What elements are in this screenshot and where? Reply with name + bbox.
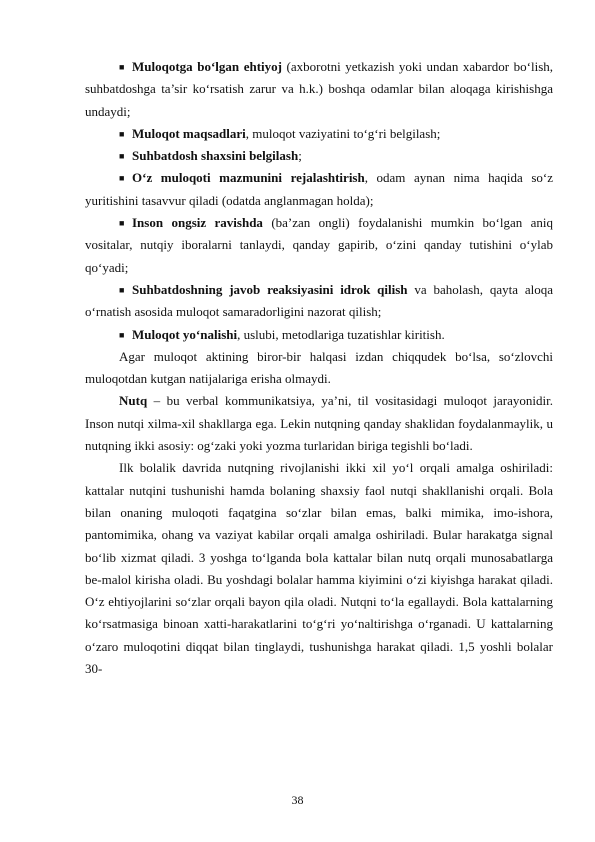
bullet-icon: ■: [119, 218, 125, 229]
list-item: [85, 56, 553, 123]
list-item-text: [85, 145, 553, 167]
list-item-term: O‘z muloqoti mazmunini rejalashtirish: [132, 170, 365, 186]
list-item-text: [85, 324, 553, 346]
bullet-icon: ■: [119, 284, 125, 295]
paragraph: Agar muloqot aktining biror-bir halqasi izdan chiqqudek bo‘lsa, so‘zlovchi muloqotdan kutgan natijalariga erisha olmaydi.: [85, 348, 553, 387]
page-number: 38: [291, 793, 304, 807]
list-item-term: Muloqot yo‘nalishi: [132, 326, 238, 342]
list-item: [85, 279, 553, 324]
list-item: [85, 145, 553, 167]
list-item: [85, 212, 553, 279]
list-item-text: [85, 279, 553, 324]
list-item: [85, 324, 553, 346]
list-item-text: [85, 123, 553, 145]
term-nutq: Nutq: [119, 393, 148, 409]
paragraph: [85, 390, 553, 457]
list-item-description: ;: [298, 148, 302, 164]
list-item-text: [85, 212, 553, 279]
document-body: [85, 56, 553, 680]
bullet-icon: ■: [119, 173, 125, 184]
bullet-icon: ■: [119, 128, 125, 139]
list-item: [85, 123, 553, 145]
list-item-description: , muloqot vaziyatini to‘g‘ri belgilash;: [245, 125, 441, 141]
bullet-icon: ■: [119, 329, 125, 340]
list-item-term: Muloqotga bo‘lgan ehtiyoj: [132, 59, 282, 74]
list-item-term: Suhbatdoshning javob reaksiyasini idrok qilish: [132, 281, 408, 297]
list-item-text: [85, 56, 553, 123]
list-item-term: Muloqot maqsadlari: [132, 125, 246, 141]
list-item-term: Suhbatdosh shaxsini belgilash: [132, 148, 299, 164]
bullet-icon: ■: [119, 62, 125, 72]
list-item-term: Inson ongsiz ravishda: [132, 215, 263, 231]
paragraph-text: – bu verbal kommunikatsiya, ya’ni, til vositasidagi muloqot jarayonidir. Inson nutqi xilma-xil shakllarga ega. Lekin nutqning qanday shaklidan foydalanmaylik, u nutqning ikki asosiy: og‘zaki yoki yozma turlaridan biriga tegishli bo‘ladi.: [85, 393, 553, 454]
list-item-description: (axborotni yetkazish yoki undan xabardor bo‘lish, suhbatdoshga ta’sir ko‘rsatish zarur va h.k.) boshqa odamlar bilan aloqaga kirishishga undaydi;: [85, 59, 554, 119]
list-item-description: , odam aynan nima haqida so‘z yuritishini tasavvur qiladi (odatda anglanmagan holda);: [85, 170, 553, 208]
list-item-description: , uslubi, metodlariga tuzatishlar kiritish.: [237, 326, 445, 342]
list-item-description: va baholash, qayta aloqa o‘rnatish asosida muloqot samaradorligini nazorat qilish;: [85, 281, 553, 320]
list-item-description: (ba’zan ongli) foydalanishi mumkin bo‘lgan aniq vositalar, nutqiy iboralarni tanlaydi, qanday gapirib, o‘zini qanday tutishini o‘ylab qo‘yadi;: [85, 215, 553, 275]
paragraph: Ilk bolalik davrida nutqning rivojlanishi ikki xil yo‘l orqali amalga oshiriladi: kattalar nutqini tushunishi hamda bolaning shaxsiy faol nutqi shakllanishi orqali. Bola bilan onaning muloqoti faqatgina so‘zlar bilan emas, balki mimika, imo-ishora, pantomimika, ohang va vaziyat kabilar orqali amalga oshiriladi. Bular harakatga signal bo‘lib xizmat qiladi. 3 yoshga to‘lganda bola kattalar bilan nutq orqali munosabatlarga be-malol kirisha oladi. Bu yoshdagi bolalar hamma kiyimini o‘zi kiyishga harakat qiladi. O‘z ehtiyojlarini so‘zlar orqali bayon qila oladi. Nutqni to‘la egallaydi. Bola kattalarning ko‘rsatmasiga binoan xatti-harakatlarini to‘g‘ri yo‘naltirishga o‘rganadi. U kattalarning o‘zaro muloqotini diqqat bilan tinglaydi, tushunishga harakat qiladi. 1,5 yoshli bolalar 30-: [85, 460, 553, 677]
bullet-icon: ■: [119, 151, 125, 162]
list-item: [85, 167, 553, 212]
list-item-text: [85, 167, 553, 212]
